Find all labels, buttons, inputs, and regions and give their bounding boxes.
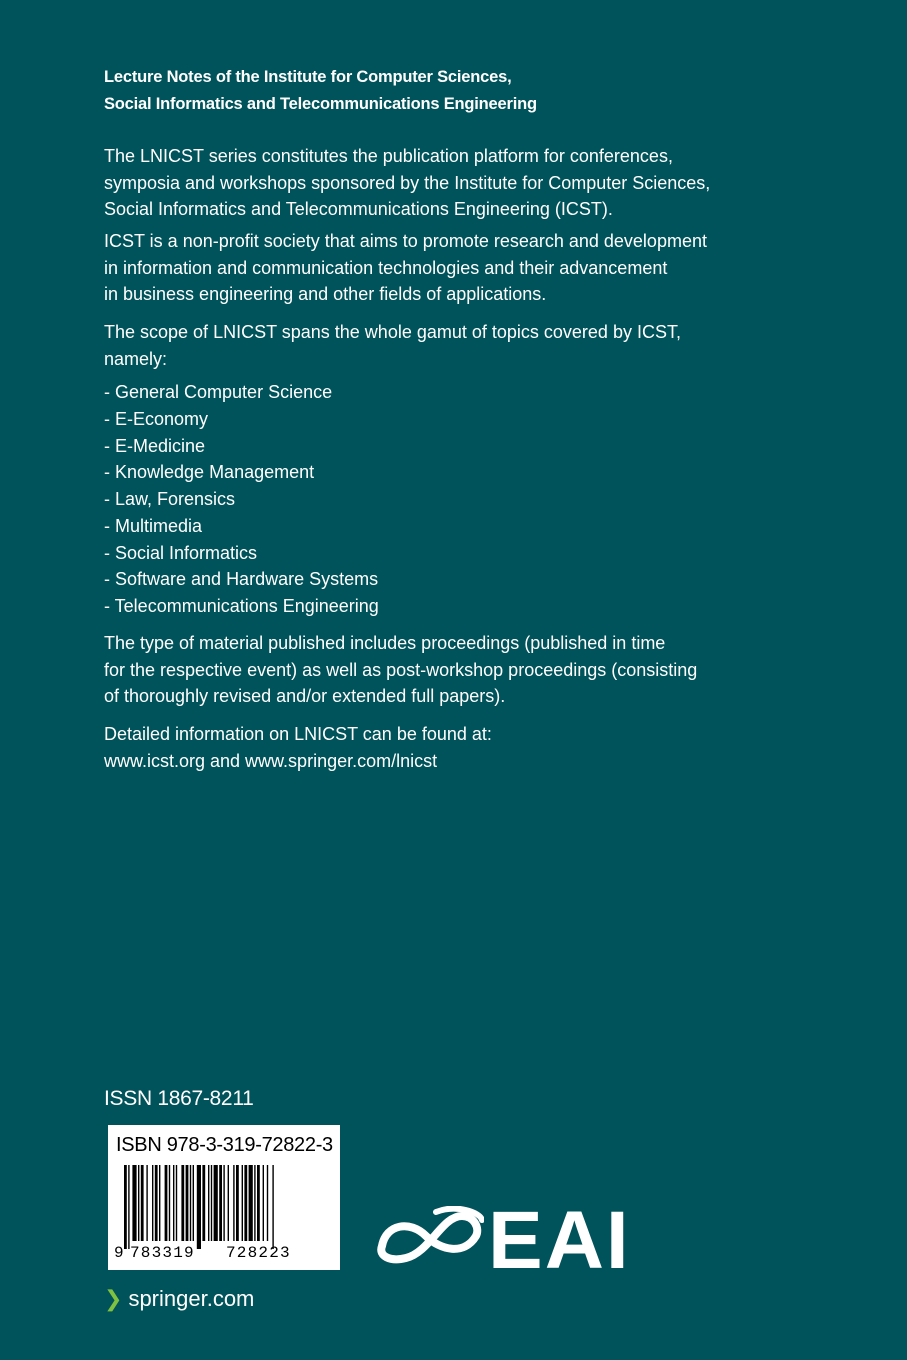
barcode-bar — [233, 1165, 234, 1241]
eai-swoosh-logo-icon — [376, 1206, 484, 1270]
paragraph-icst-description — [104, 228, 744, 308]
barcode-bar — [193, 1165, 194, 1241]
barcode-bar — [181, 1165, 184, 1241]
springer-link[interactable] — [104, 1284, 254, 1314]
list-item: - Software and Hardware Systems — [104, 569, 379, 590]
barcode-bar — [155, 1165, 158, 1241]
barcode-bar — [169, 1165, 170, 1241]
barcode-bar — [267, 1165, 268, 1241]
barcode-bar — [138, 1165, 139, 1241]
list-item: - Telecommunications Engineering — [104, 596, 379, 616]
barcode-bar — [128, 1165, 129, 1249]
text-line: Detailed information on LNICST can be found at: — [104, 724, 492, 744]
text-line: in business engineering and other fields of applications. — [104, 284, 547, 304]
paragraph-more-info — [104, 721, 744, 774]
text-line: for the respective event) as well as post-workshop proceedings (consisting — [104, 659, 698, 680]
barcode-bar — [223, 1165, 224, 1241]
text-line: Social Informatics and Telecommunications Engineering (ICST). — [104, 199, 613, 219]
barcode-bar — [214, 1165, 218, 1241]
barcode-bar — [257, 1165, 260, 1241]
barcode-bar — [254, 1165, 255, 1241]
text-line: namely: — [104, 348, 168, 369]
series-title — [104, 64, 724, 118]
barcode-digits-right: 728223 — [226, 1244, 291, 1262]
barcode-bar — [208, 1165, 209, 1241]
barcode-bar — [197, 1165, 201, 1249]
barcode-bar — [211, 1165, 212, 1241]
paragraph-material-type — [104, 630, 744, 710]
barcode-bar — [173, 1165, 174, 1241]
text-line: The LNICST series constitutes the publication platform for conferences, — [104, 146, 673, 166]
list-item: - E-Medicine — [104, 435, 206, 456]
barcode-bar — [186, 1165, 189, 1241]
paragraph-series-description — [104, 143, 744, 223]
barcode-bar — [190, 1165, 191, 1241]
barcode-bar — [124, 1165, 127, 1249]
barcode-bar — [176, 1165, 177, 1241]
text-line: The type of material published includes proceedings (published in time — [104, 633, 666, 653]
springer-link-text: springer.com — [128, 1286, 255, 1311]
text-line: ICST is a non-profit society that aims to promote research and development — [104, 231, 707, 251]
eai-logo-text: EAI — [488, 1195, 631, 1286]
barcode-bar — [165, 1165, 168, 1241]
text-line: The scope of LNICST spans the whole gamut of topics covered by ICST, — [104, 322, 681, 342]
barcode-bar — [272, 1165, 273, 1249]
isbn-barcode — [108, 1125, 340, 1270]
list-item: - Multimedia — [104, 515, 203, 536]
barcode-bar — [236, 1165, 239, 1241]
barcode-bar — [242, 1165, 243, 1241]
isbn-label: ISBN 978-3-319-72822-3 — [116, 1134, 333, 1156]
barcode-bar — [202, 1165, 205, 1241]
barcode-bar — [146, 1165, 147, 1241]
chevron-right-icon: ❯ — [104, 1286, 123, 1311]
barcode-bar — [249, 1165, 253, 1241]
list-item: - Social Informatics — [104, 542, 258, 563]
barcode-bar — [244, 1165, 247, 1241]
barcode-digits-left: 783319 — [130, 1244, 195, 1262]
topic-list — [104, 379, 379, 620]
barcode-bar — [263, 1165, 264, 1241]
barcode-bar — [141, 1165, 144, 1241]
text-line: in information and communication technologies and their advancement — [104, 257, 668, 278]
barcode-bar — [228, 1165, 229, 1241]
list-item: - General Computer Science — [104, 382, 333, 402]
list-item: - E-Economy — [104, 408, 209, 429]
barcode-bar — [132, 1165, 136, 1241]
barcode-bar — [152, 1165, 153, 1241]
barcode-bar — [159, 1165, 160, 1241]
list-item: - Law, Forensics — [104, 489, 236, 509]
series-title-line: Lecture Notes of the Institute for Computer Sciences, — [104, 68, 512, 86]
barcode-digit-first: 9 — [114, 1244, 124, 1262]
barcode-bar — [219, 1165, 222, 1241]
barcode-graphic — [108, 1125, 340, 1270]
text-line: of thoroughly revised and/or extended full papers). — [104, 686, 506, 706]
issn-number: ISSN 1867-8211 — [104, 1087, 254, 1110]
text-line: www.icst.org and www.springer.com/lnicst — [104, 750, 438, 771]
text-line: symposia and workshops sponsored by the Institute for Computer Sciences, — [104, 172, 711, 193]
list-item: - Knowledge Management — [104, 462, 315, 483]
series-title-line: Social Informatics and Telecommunications Engineering — [104, 95, 537, 113]
paragraph-scope — [104, 319, 744, 372]
